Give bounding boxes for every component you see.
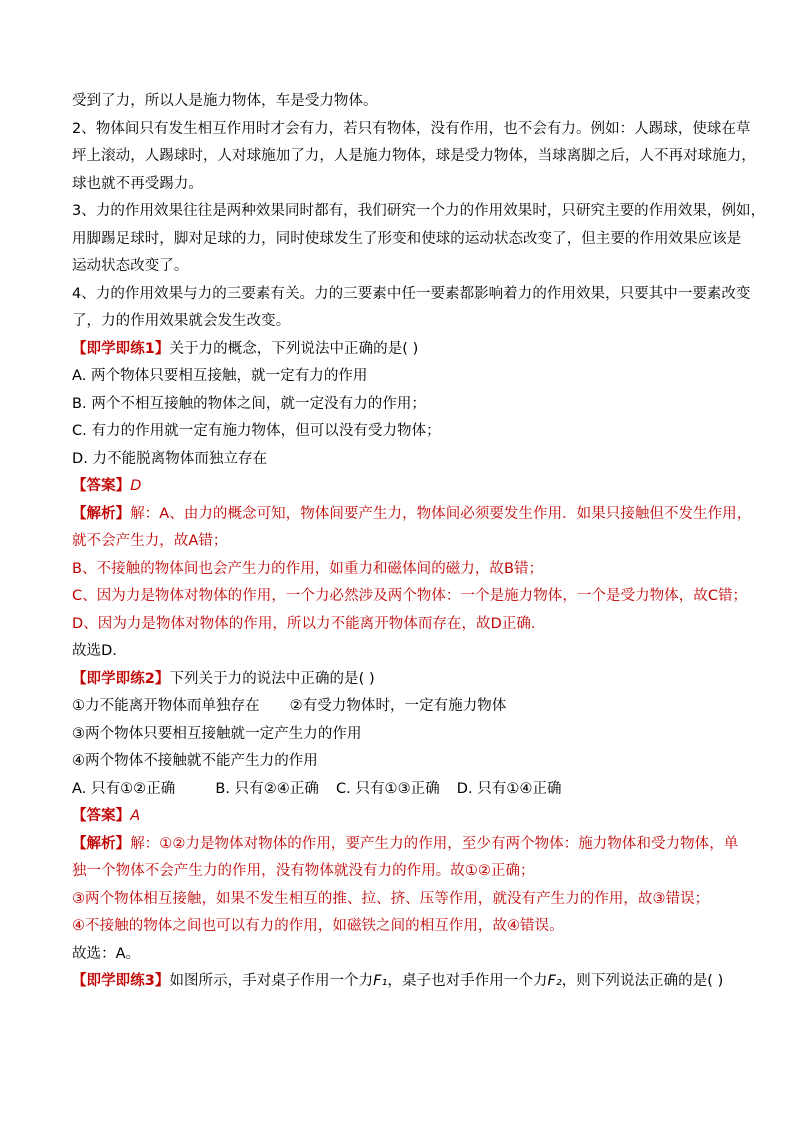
force-f2: F₂	[547, 973, 562, 989]
question-2-option-a: A. 只有①②正确	[72, 780, 176, 797]
analysis-tag: 【解析】	[72, 835, 131, 852]
question-2-tag: 【即学即练2】	[72, 670, 170, 687]
intro-line: 3、力的作用效果往往是两种效果同时都有，我们研究一个力的作用效果时，只研究主要的作用效果，例如，	[72, 203, 766, 219]
force-f1: F₁	[373, 973, 388, 989]
question-1-analysis-line: 就不会产生力，故A错；	[72, 533, 228, 549]
answer-tag: 【答案】	[72, 808, 131, 824]
question-2-stem	[72, 666, 732, 694]
question-2-analysis-line: 独一个物体不会产生力的作用，没有物体就没有力的作用。故①②正确；	[72, 863, 535, 879]
question-3-text-a: 如图所示，手对桌子作用一个力	[169, 973, 374, 989]
question-2-option-c: C. 只有①③正确	[335, 780, 440, 797]
question-1-analysis-line: B、不接触的物体间也会产生力的作用，如重力和磁体间的磁力，故B错；	[72, 560, 544, 577]
analysis-text: 解：①②力是物体对物体的作用，要产生力的作用，至少有两个物体：施力物体和受力物体，单	[130, 835, 739, 852]
question-1-text: 关于力的概念，下列说法中正确的是( )	[169, 340, 419, 357]
question-2-analysis-line	[72, 831, 739, 859]
question-2-text: 下列关于力的说法中正确的是( )	[169, 670, 375, 687]
analysis-tag: 【解析】	[72, 505, 131, 522]
answer-value: D	[130, 478, 142, 494]
question-1-tag: 【即学即练1】	[72, 340, 170, 357]
intro-line: 了，力的作用效果就会发生改变。	[72, 313, 291, 329]
document-page	[72, 88, 766, 996]
question-1-analysis-line: C、因为力是物体对物体的作用，一个力必然涉及两个物体：一个是施力物体，一个是受力物体，故C错；	[72, 588, 748, 604]
intro-line: 2、物体间只有发生相互作用时才会有力，若只有物体，没有作用，也不会有力。例如：人踢球，使球在草	[72, 120, 751, 137]
intro-line: 运动状态改变了。	[72, 258, 189, 274]
question-2-analysis-line: ④不接触的物体之间也可以有力的作用，如磁铁之间的相互作用，故④错误。	[72, 918, 564, 934]
question-3-tag: 【即学即练3】	[72, 973, 170, 989]
question-1-option-b: B. 两个不相互接触的物体之间，就一定没有力的作用；	[72, 395, 426, 412]
question-1-stem	[72, 336, 732, 364]
question-2-conclusion: 故选：A。	[72, 945, 141, 962]
question-1-answer	[72, 473, 732, 501]
intro-line: 用脚踢足球时，脚对足球的力，同时使球发生了形变和使球的运动状态改变了，但主要的作用效果应该是	[72, 230, 742, 247]
question-2-options-row	[72, 776, 732, 804]
question-2-statements-row	[72, 693, 732, 721]
question-2-option-b: B. 只有②④正确	[215, 780, 319, 797]
question-1-option-a: A. 两个物体只要相互接触，就一定有力的作用	[72, 368, 368, 384]
answer-tag: 【答案】	[72, 478, 131, 494]
statement-3: ③两个物体只要相互接触就一定产生力的作用	[72, 725, 362, 742]
question-2-option-d: D. 只有①④正确	[456, 780, 562, 797]
analysis-text: 解：A、由力的概念可知，物体间要产生力，物体间必须要发生作用．如果只接触但不发生作用，	[130, 505, 752, 522]
intro-line: 坪上滚动，人踢球时，人对球施加了力，人是施力物体，球是受力物体，当球离脚之后，人不再对球施力，	[72, 148, 756, 164]
question-3-stem	[72, 968, 732, 996]
statement-2: ②有受力物体时，一定有施力物体	[289, 698, 507, 714]
question-3-text-b: ，桌子也对手作用一个力	[387, 973, 548, 989]
question-3-text-c: ，则下列说法正确的是( )	[561, 973, 724, 989]
question-1-analysis-line: D、因为力是物体对物体的作用，所以力不能离开物体而存在，故D正确．	[72, 615, 546, 632]
question-1-option-c: C. 有力的作用就一定有施力物体，但可以没有受力物体；	[72, 423, 441, 439]
question-1-analysis-line	[72, 501, 752, 529]
question-1-conclusion: 故选D．	[72, 643, 127, 659]
statement-1: ①力不能离开物体而单独存在	[72, 698, 260, 714]
intro-line: 4、力的作用效果与力的三要素有关。力的三要素中任一要素都影响着力的作用效果，只要其中一要素改变	[72, 285, 751, 302]
question-2-answer	[72, 803, 732, 831]
intro-line: 球也就不再受踢力。	[72, 175, 203, 192]
question-2-analysis-line: ③两个物体相互接触，如果不发生相互的推、拉、挤、压等作用，就没有产生力的作用，故③错误；	[72, 890, 710, 907]
question-1-option-d: D. 力不能脱离物体而独立存在	[72, 450, 268, 467]
answer-value: A	[130, 808, 141, 824]
statement-4: ④两个物体不接触就不能产生力的作用	[72, 753, 318, 769]
intro-line: 受到了力，所以人是施力物体，车是受力物体。	[72, 93, 378, 109]
